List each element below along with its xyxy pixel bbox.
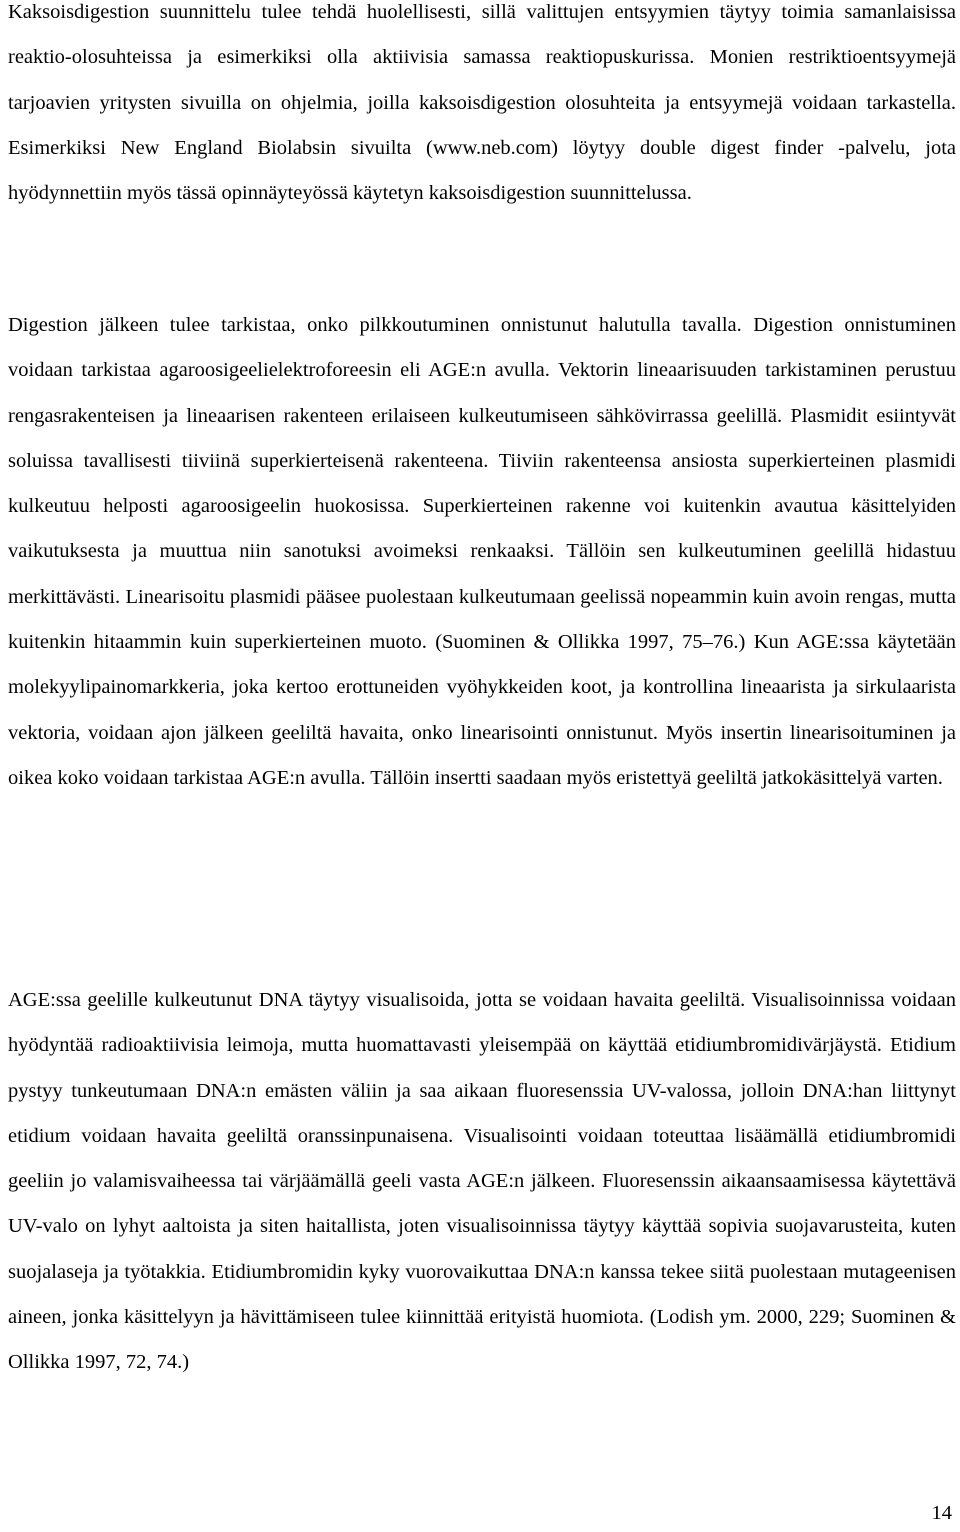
body-paragraph-double-digestion-planning: Kaksoisdigestion suunnittelu tulee tehdä huolellisesti, sillä valittujen entsyymien täytyy toimia samanlaisissa reaktio-olosuhteissa ja esimerkiksi olla aktiivisia samassa reaktiopuskurissa. Monien restriktioentsyymejä tarjoavien yritysten sivuilla on ohjelmia, joilla kaksoisdigestion olosuhteita ja entsyymejä voidaan tarkastella. Esimerkiksi New England Biolabsin sivuilta (www.neb.com) löytyy double digest finder -palvelu, jota hyödynnettiin myös tässä opinnäyteyössä käytetyn kaksoisdigestion suunnittelussa. [8,1,956,205]
body-paragraph-dna-visualisation: AGE:ssa geelille kulkeutunut DNA täytyy visualisoida, jotta se voidaan havaita geeliltä. Visualisoinnissa voidaan hyödyntää radioaktiivisia leimoja, mutta huomattavasti yleisempää on käyttää etidiumbromidivärjäystä. Etidium pystyy tunkeutumaan DNA:n emästen väliin ja saa aikaan fluoresenssia UV-valossa, jolloin DNA:han liittynyt etidium voidaan havaita geeliltä oranssinpunaisena. Visualisointi voidaan toteuttaa lisäämällä etidiumbromidi geeliin jo valamisvaiheessa tai värjäämällä geeli vasta AGE:n jälkeen. Fluoresenssin aikaansaamisessa käytettävä UV-valo on lyhyt aaltoista ja siten haitallista, joten visualisoinnissa täytyy käyttää sopivia suojavarusteita, kuten suojalaseja ja työtakkia. Etidiumbromidin kyky vuorovaikuttaa DNA:n kanssa tekee siitä puolestaan mutageenisen aineen, jonka käsittelyyn ja hävittämiseen tulee kiinnittää erityistä huomiota. (Lodish ym. 2000, 229; Suominen & Ollikka 1997, 72, 74.) [8,989,956,1374]
body-paragraph-digestion-verification: Digestion jälkeen tulee tarkistaa, onko pilkkoutuminen onnistunut halutulla tavalla. Digestion onnistuminen voidaan tarkistaa agaroosigeelielektroforeesin eli AGE:n avulla. Vektorin lineaarisuuden tarkistaminen perustuu rengasrakenteisen ja lineaarisen rakenteen erilaiseen kulkeutumiseen sähkövirrassa geelillä. Plasmidit esiintyvät soluissa tavallisesti tiiviinä superkierteisenä rakenteena. Tiiviin rakenteensa ansiosta superkierteinen plasmidi kulkeutuu helposti agaroosigeelin huokosissa. Superkierteinen rakenne voi kuitenkin avautua käsittelyiden vaikutuksesta ja muuttua niin sanotuksi avoimeksi renkaaksi. Tällöin sen kulkeutuminen geelillä hidastuu merkittävästi. Linearisoitu plasmidi pääsee puolestaan kulkeutumaan geelissä nopeammin kuin avoin rengas, mutta kuitenkin hitaammin kuin superkierteinen muoto. (Suominen & Ollikka 1997, 75–76.) Kun AGE:ssa käytetään molekyylipainomarkkeria, joka kertoo erottuneiden vyöhykkeiden koot, ja kontrollina lineaarista ja sirkulaarista vektoria, voidaan ajon jälkeen geeliltä havaita, onko linearisointi onnistunut. Myös insertin linearisoituminen ja oikea koko voidaan tarkistaa AGE:n avulla. Tällöin insertti saadaan myös eristettyä geeliltä jatkokäsittelyä varten. [8,314,956,789]
page-number: 14 [931,1502,952,1524]
